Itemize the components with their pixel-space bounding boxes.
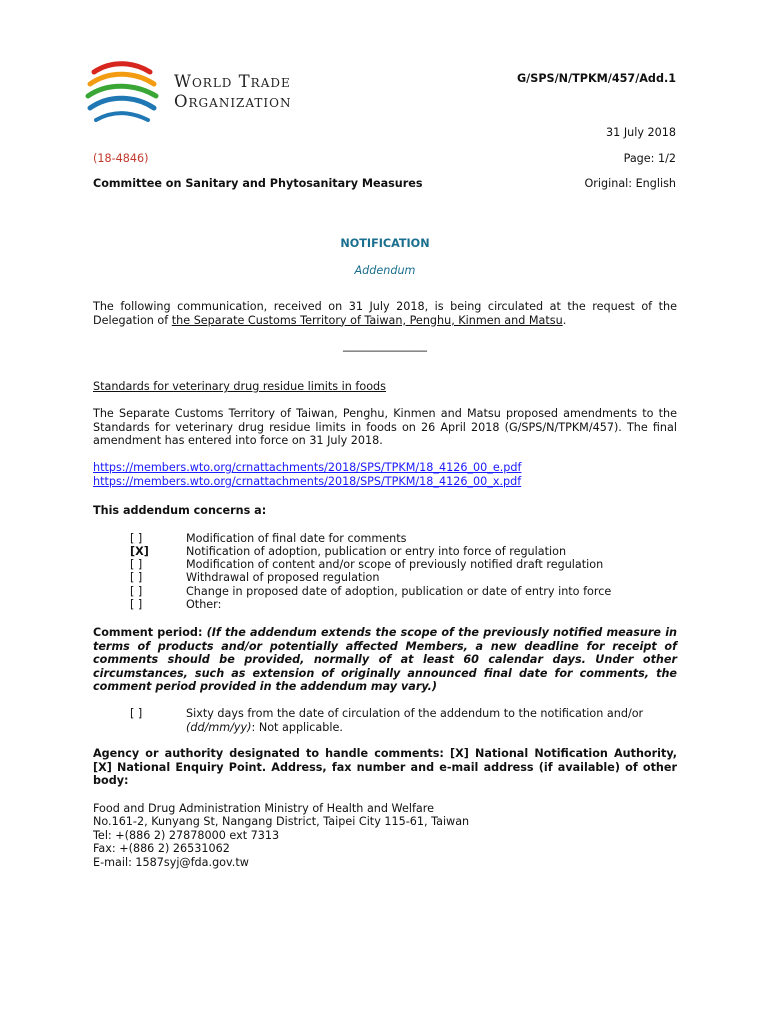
agency-heading: Agency or authority designated to handle comments: [X] National Notification Authority, [X] National Enquiry Point. Address, fax number and e-mail address (if available) of other body:	[93, 747, 677, 788]
intro-paragraph: The following communication, received on 31 July 2018, is being circulated at the request of the Delegation of the Separate Customs Territory of Taiwan, Penghu, Kinmen and Matsu.	[93, 300, 677, 327]
concern-label: Other:	[186, 598, 222, 611]
comment-period-text: (If the addendum extends the scope of the previously notified measure in terms of products and/or potentially affected Members, a new deadline for receipt of comments should be provided, normally of at least 60 calendar days. Under other circumstances, such as extension of originally announced final date for comments, the comment period provided in the addendum may vary.)	[93, 626, 677, 694]
separator: _______________	[343, 339, 427, 352]
section-title: Standards for veterinary drug residue limits in foods	[93, 380, 386, 393]
agency-email: E-mail: 1587syj@fda.gov.tw	[93, 855, 249, 869]
checkbox-marker: [ ]	[130, 532, 143, 545]
concern-label: Notification of adoption, publication or entry into force of regulation	[186, 545, 567, 558]
agency-line: Food and Drug Administration Ministry of Health and Welfare	[93, 802, 434, 815]
agency-line: Tel: +(886 2) 27878000 ext 7313	[93, 828, 280, 842]
comment-period-label: Comment period:	[93, 626, 203, 639]
page-indicator: Page: 1/2	[623, 152, 676, 165]
ref-number: (18-4846)	[93, 152, 149, 165]
comment-period	[93, 626, 677, 694]
org-name-line2: Organization	[174, 92, 292, 111]
wto-logo-icon	[84, 58, 160, 130]
concern-label: Modification of final date for comments	[186, 532, 407, 545]
doc-symbol: G/SPS/N/TPKM/457/Add.1	[517, 72, 676, 85]
notification-heading: NOTIFICATION	[340, 237, 430, 250]
checkbox-marker: [X]	[130, 545, 149, 558]
concern-label: Change in proposed date of adoption, publication or date of entry into force	[186, 585, 612, 598]
checkbox-marker: [ ]	[130, 571, 143, 584]
agency-line: No.161-2, Kunyang St, Nangang District, Taipei City 115-61, Taiwan	[93, 815, 470, 829]
addendum-subheading: Addendum	[354, 264, 416, 277]
attachment-link-x[interactable]: https://members.wto.org/crnattachments/2018/SPS/TPKM/18_4126_00_x.pdf	[93, 475, 522, 488]
agency-line: Fax: +(886 2) 26531062	[93, 842, 230, 856]
comment-option-text: Sixty days from the date of circulation of the addendum to the notification and/or (dd/mm/yy): Not applicable.	[186, 707, 644, 734]
committee-name: Committee on Sanitary and Phytosanitary Measures	[93, 177, 423, 190]
concern-label: Withdrawal of proposed regulation	[186, 571, 380, 584]
delegation-name: the Separate Customs Territory of Taiwan, Penghu, Kinmen and Matsu	[171, 313, 563, 327]
agency-address	[93, 802, 469, 869]
original-language: Original: English	[584, 177, 676, 190]
concern-label: Modification of content and/or scope of previously notified draft regulation	[186, 558, 604, 571]
checkbox-marker: [ ]	[130, 585, 143, 598]
checkbox-marker: [ ]	[130, 558, 143, 571]
body-paragraph: The Separate Customs Territory of Taiwan, Penghu, Kinmen and Matsu proposed amendments to the Standards for veterinary drug residue limits in foods on 26 April 2018 (G/SPS/N/TPKM/457). The final amendment has entered into force on 31 July 2018.	[93, 407, 677, 448]
doc-date: 31 July 2018	[606, 126, 676, 139]
checkbox-marker: [ ]	[130, 598, 143, 611]
attachment-link-e[interactable]: https://members.wto.org/crnattachments/2018/SPS/TPKM/18_4126_00_e.pdf	[93, 461, 522, 474]
comment-option-box: [ ]	[130, 707, 143, 720]
org-name-line1: World Trade	[174, 72, 291, 91]
concerns-heading: This addendum concerns a:	[93, 504, 267, 517]
